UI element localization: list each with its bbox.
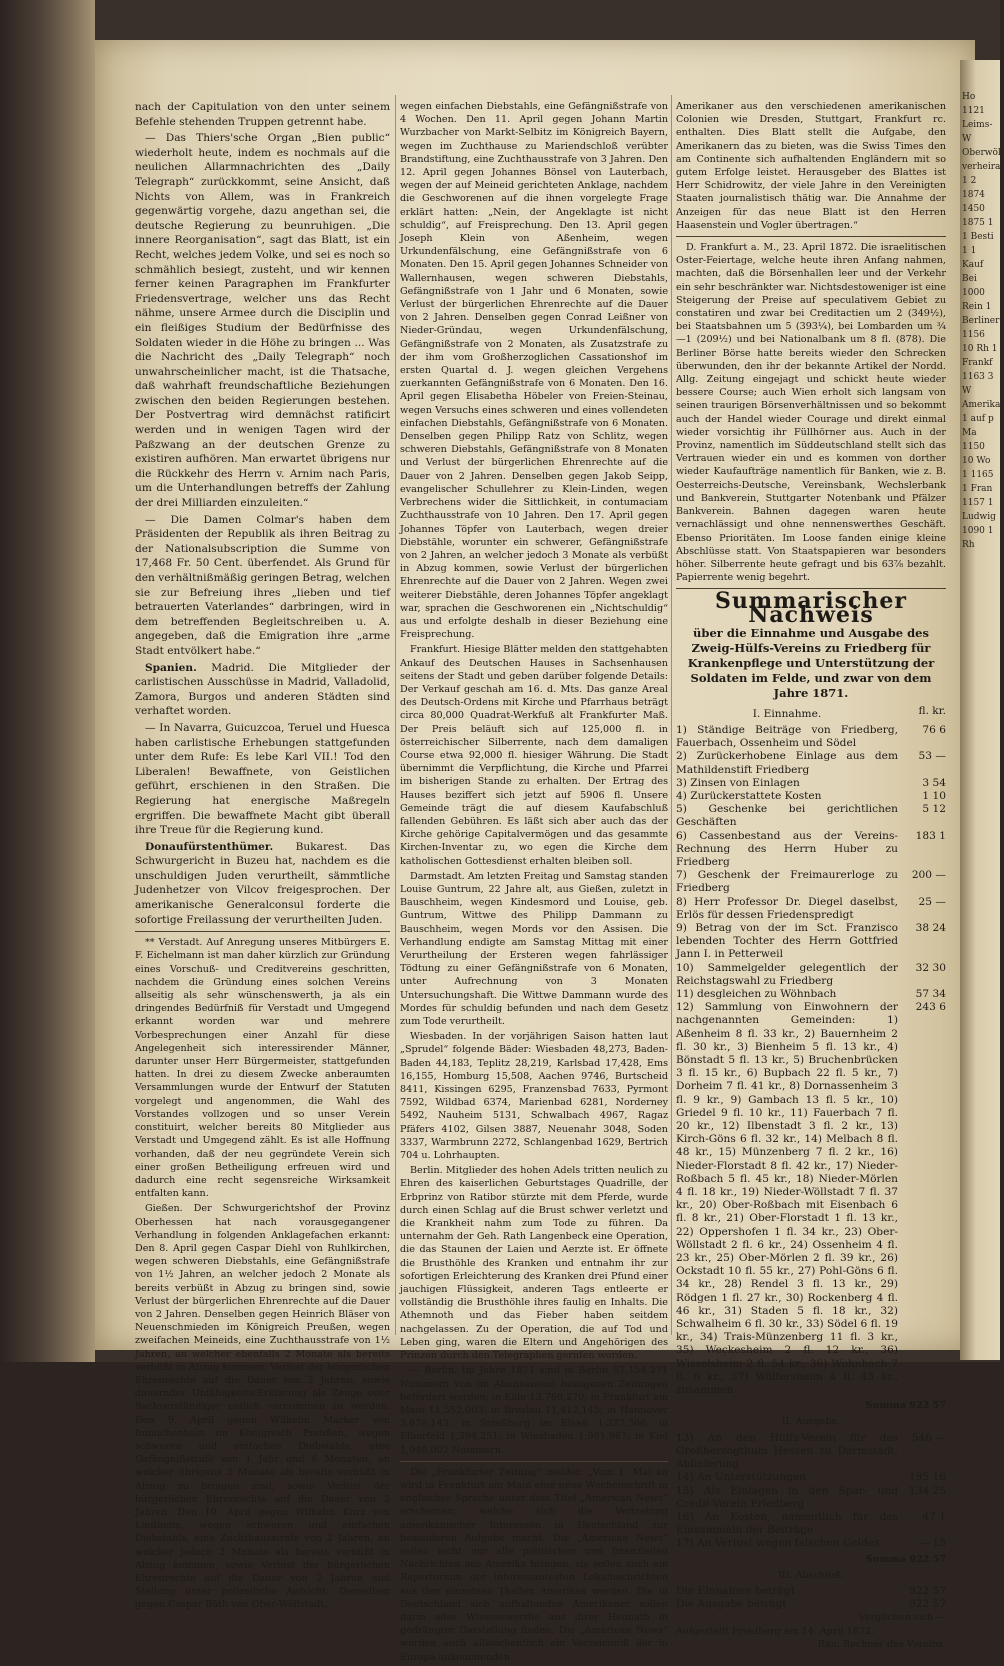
ledger-amount: 922 57	[908, 1584, 946, 1597]
ledger-amount: 53 —	[918, 750, 946, 763]
ledger-amount: 546 —	[911, 1431, 946, 1444]
column-rule-2	[671, 95, 672, 1335]
ledger-row	[676, 922, 946, 962]
paragraph: Gießen. Der Schwurgerichtshof der Provinz Oberhessen hat nach vorausgegangener Verhandlung in folgenden Anklagefachen erkannt: Den 8. April gegen Caspar Diehl von Ruhlkirchen, wegen schweren Diebstahls, eine Gefängnißstrafe von 1½ Jahren, an welcher jedoch 2 Monate als bereits verbüßt in Abzug zu bringen sind, sowie Verlust der bürgerlichen Ehrenrechte auf die Dauer von 2 Jahren. Denselben gegen Heinrich Bläser von Neuenschmieden im Königreich Preußen, wegen zweifachen Meineids, eine Zuchthausstrafe von 1½ Jahren, an welcher ebenfalls 2 Monate als bereits verbüßt in Abzug kommen, Verlust der bürgerlichen Ehrenrechte auf die Dauer von 2 Jahren, sowie dauernder Unfähigkeits-Erklärung als Zeuge oder Sachverständiger eidlich vernommen zu werden. Den 9. April gegen Wilhelm Marker von Immichenhain im Königreich Preußen, wegen schweren und einfachen Diebstahls, eine Gefängnißstrafe von 1 Jahr und 6 Monaten, an welcher übrigens 3 Monate als bereits verbüßt in Abzug zu bringen sind, sowie Verlust der bürgerlichen Ehrenrechte auf die Dauer von 2 Jahren. Den 10. April gegen Wilhelm Kurz von Lindheim, wegen schweren und einfachen Diebstahls, eine Zuchthausstrafe von 2 Jahren, an welcher jedoch 2 Monate als bereits verbüßt in Abzug kommen, sowie Verlust der bürgerlichen Ehrenrechte auf die Dauer von 2 Jahren und Stellung unter polizeiliche Aufsicht. Denselben gegen Caspar Bäth von Ober-Wöllstadt,	[135, 1203, 390, 1611]
ledger-amount: 5 12	[922, 803, 946, 816]
ledger-amount: 76 6	[922, 723, 946, 736]
ledger-label: 9) Betrag von der im Sct. Franzisco lebenden Tochter des Herrn Gottfried Jann I. in Petterweil	[676, 921, 898, 961]
divider	[135, 931, 390, 932]
expense-list	[676, 1432, 946, 1551]
ledger-row	[676, 1537, 946, 1550]
section-header-income	[676, 705, 946, 724]
close-list	[676, 1585, 946, 1611]
ledger-label: 17) An Verlust wegen falschen Geldes	[676, 1537, 880, 1550]
expense-total: Summa 922 57	[865, 1553, 946, 1565]
ledger-amount: 243 6	[915, 1001, 946, 1014]
section-label: I. Einnahme.	[752, 707, 822, 720]
signature: Rau, Rechner des Vereins.	[817, 1638, 946, 1650]
column-rule-1	[395, 95, 396, 1335]
ledger-label: 2) Zurückerhobene Einlage aus dem Mathildenstift Friedberg	[676, 750, 898, 776]
ledger-amount: 183 1	[915, 829, 946, 842]
ledger-label: 14) An Unterstützungen	[676, 1471, 807, 1484]
column-3	[676, 100, 946, 1651]
paragraph: ** Verstadt. Auf Anregung unseres Mitbürgers E. F. Eichelmann ist man daher kürzlich zur Gründung eines Vorschuß- und Creditvereins geschritten, nachdem die Gründung eines solchen Vereins allseitig als sehr wünschenswerth, ja als ein dringendes Bedürfniß für Verstadt und Umgegend erkannt worden war und mehrere Vorbesprechungen einer Anzahl für diese Angelegenheit sich interessirender Männer, darunter unser Herr Bürgermeister, stattgefunden hatten. In drei zu diesem Zwecke anberaumten Versammlungen wurde der Entwurf der Statuten vorgelegt und angenommen, die Wahl des Vorstandes vollzogen und so unser Verein constituirt, welcher bereits 80 Mitglieder aus Verstadt und Umgegend zählt. Es ist alle Hoffnung vorhanden, daß der neu gegründete Verein sich einer großen Betheiligung erfreuen wird und dadurch eine recht segensreiche Wirksamkeit entfalten kann.	[135, 937, 390, 1200]
ledger-amount: 922 57	[908, 1598, 946, 1611]
paragraph: — Die Damen Colmar's haben dem Präsidenten der Republik als ihren Beitrag zu der Nationalsubscription die Summe von 17,468 Fr. 50 Cent. überfendet. Als Grund für den verhältnißmäßig geringen Betrag, welchen sie zur Befreiung ihres „lieben und tief betrauerten Vaterlandes“ darbringen, wird in dem betreffenden Begleitschreiben u. A. angegeben, daß die Emigration ihre „arme Stadt entvölkert habe.“	[135, 513, 390, 657]
ledger-amount: 25 —	[918, 895, 946, 908]
ledger-amount: 3 54	[922, 776, 946, 789]
ledger-label: 6) Cassenbestand aus der Vereins-Rechnung des Herrn Huber zu Friedberg	[676, 829, 898, 868]
paragraph: — In Navarra, Guicuzcoa, Teruel und Huesca haben carlistische Erhebungen stattgefunden unter dem Rufe: Es lebe Karl VII.! Tod den Liberalen! Bewaffnete, von Geistlichen geführt, erschienen in den Straßen. Die Regierung hat energische Maßregeln ergriffen. Die bewaffnete Macht gibt überall ihre Treue für die Regierung kund.	[135, 721, 390, 837]
paragraph: Frankfurt. Hiesige Blätter melden den stattgehabten Ankauf des Deutschen Hauses in Sachsenhausen seitens der Stadt und geben darüber folgende Details: Der Verkauf geschah am 16. d. Mts. Das ganze Areal des Deutsch-Ordens mit Kirche und Pfarrhaus beträgt circa 80,000 Quadrat-Werkfuß alt Frankfurter Maß. Der Preis beläuft sich auf 125,000 fl. in österreichischer Silberrente, nach dem damaligen Course etwa 92,000 fl. hiesiger Währung. Die Stadt übernimmt die Verpflichtung, die Kirche und Pfarrei im bisherigen Stande zu erhalten. Der Ertrag des Hauses beziffert sich jetzt auf 5906 fl. Unsere Gemeinde trägt die auf diesem Kaufabschluß fallenden Gebühren. Es läßt sich aber auch das der Kirche gehörige Capitalvermögen und das gesammte Kirchen-Inventar zu, wo egen die Kirche dem katholischen Gottesdienst erhalten bleiben soll.	[400, 644, 668, 867]
paragraph: Madrid. Die Mitglieder der carlistischen Ausschüsse in Madrid, Valladolid, Zamora, Burgos und anderen Städten sind verhaftet worden.	[135, 661, 390, 718]
ledger-row	[676, 790, 946, 803]
ledger-label: 15) Als Einlagen in den Spar- und Credit-Verein Friedberg	[676, 1484, 898, 1510]
divider	[676, 236, 946, 237]
ledger-row	[676, 1485, 946, 1511]
income-list	[676, 724, 946, 1397]
ledger-row	[676, 896, 946, 922]
section-label: III. Abschluß.	[778, 1569, 844, 1581]
ledger-row	[676, 724, 946, 750]
column-1	[135, 100, 390, 1614]
ledger-row	[676, 1001, 946, 1397]
book-spine	[0, 0, 95, 1362]
paragraph: nach der Capitulation von den unter seinem Befehle stehenden Truppen getrennt habe.	[135, 101, 390, 128]
ledger-amount: 1 10	[922, 789, 946, 802]
column-2	[400, 100, 668, 1666]
income-total: Summa 922 57	[865, 1400, 946, 1412]
paragraph: Bukarest. Das Schwurgericht in Buzeu hat, nachdem es die unschuldigen Juden verurtheilt, sämmtliche Judenhetzer von Vilcov freigesprochen. Der amerikanische Generalconsul forderte die sofortige Freilassung der verurtheilten Juden.	[135, 840, 390, 926]
ledger-row	[676, 1471, 946, 1484]
paragraph: — Das Thiers'sche Organ „Bien public“ wiederholt heute, indem es nochmals auf die neulichen Allarmnachrichten des „Daily Telegraph“ zurückkommt, seine Ansicht, daß Nichts von Allem, was in Frankreich gegenwärtig vorgehe, dazu angethan sei, die deutsche Regierung zu beunruhigen. „Die innere Reorganisation“, sagt das Blatt, ist ein Recht, welches jedem Volke, und sei es noch so schmählich besiegt, zusteht, und wir kennen ferner keinen Paragraphen im Frankfurter Friedensvertrage, welcher uns das Recht nähme, unsere Armee durch die Disciplin und ein fleißiges Studium der Bedürfnisse des Soldaten wieder in die Höhe zu bringen ... Was die Nachricht des „Daily Telegraph“ noch unwahrscheinlicher macht, ist die Thatsache, daß wahrhaft freundschaftliche Beziehungen zwischen den beiden Regierungen bestehen. Der Postvertrag wird demnächst ratificirt werden und in wenigen Tagen wird der Paßzwang an der deutschen Grenze zu existiren aufhören. Man erwartet übrigens nur die Rückkehr des Herrn v. Arnim nach Paris, um die Unterhandlungen betreffs der Zahlung der drei Milliarden einzuleiten.“	[135, 132, 390, 510]
ledger-label: 16) An Kosten, namentlich für das Einsammeln der Beiträge	[676, 1510, 898, 1537]
ledger-label: 7) Geschenk der Freimaurerloge zu Friedberg	[676, 869, 898, 895]
ledger-label: 5) Geschenke bei gerichtlichen Geschäften	[676, 803, 898, 829]
ledger-row	[676, 750, 946, 776]
verglichen-note: Verglichen sich —	[858, 1612, 946, 1624]
ledger-row	[676, 1511, 946, 1537]
paragraph: Darmstadt. Am letzten Freitag und Samstag standen Louise Guntrum, 22 Jahre alt, aus Gießen, zuletzt in Bauschheim, wegen Kindesmord und Louise, geb. Guntrum, Wittwe des Philipp Dammann zu Bauschheim, wegen Mords vor den Assisen. Die Verhandlung endigte am Samstag Mittag mit einer Verurtheilung der Ersteren wegen fahrlässiger Tödtung zu einer Gefängnißstrafe von 6 Monaten, unter Aufrechnung von 3 Monaten Untersuchungshaft. Die Wittwe Dammann wurde des Mordes für schuldig befunden und nach dem Gesetz zum Tode verurtheilt.	[400, 870, 668, 1028]
paragraph: wegen einfachen Diebstahls, eine Gefängnißstrafe von 4 Wochen. Den 11. April gegen Johann Martin Wurzbacher von Markt-Selbitz im Königreich Bayern, wegen im Zuchthause zu Mariendschloß verübter Brandstiftung, eine Zuchthausstrafe von 3 Jahren. Den 12. April gegen Johannes Bönsel von Lauterbach, wegen der auf Meineid gerichteten Anklage, nachdem die Geschworenen auf die ihnen vorgelegte Frage erklärt hatten: „Nein, der Angeklagte ist nicht schuldig“, auf Freisprechung. Den 13. April gegen Joseph Klein von Aßenheim, wegen Urkundenfälschung, eine Gefängnißstrafe von 6 Monaten. Den 15. April gegen Johannes Schneider von Wallernhausen, wegen schweren Diebstahls, Gefängnißstrafe von 1 Jahr und 6 Monaten, sowie Verlust der bürgerlichen Ehrenrechte auf die Dauer von 2 Jahren. Denselben gegen Conrad Leißner von Nieder-Gründau, wegen Urkundenfälschung, Gefängnißstrafe von 2 Monaten, als Zusatzstrafe zu der ihm vom Großherzoglichen Cassationshof im ersten Quartal d. J. wegen gleichen Vergehens zuerkannten Gefängnißstrafe von 6 Monaten. Den 16. April gegen Elisabetha Höbeler von Freien-Steinau, wegen Versuchs eines schweren und eines vollendeten einfachen Diebstahls, Gefängnißstrafe von 6 Monaten. Denselben gegen Philipp Ratz von Schlitz, wegen schweren Diebstahls, Gefängnißstrafe von 8 Monaten und Verlust der bürgerlichen Ehrenrechte auf die Dauer von 2 Jahren. Denselben gegen Jakob Seipp, evangelischer Schullehrer zu Klein-Linden, wegen Verbrechens wider die Sittlichkeit, in contumaciam Zuchthausstrafe von 10 Jahren. Den 17. April gegen Johannes Töpfer von Lauterbach, wegen dreier Diebstähle, worunter ein schwerer, Gefängnißstrafe von 2 Jahren, an welcher jedoch 3 Monate als verbüßt in Abzug kommen, sowie Verlust der bürgerlichen Ehrenrechte auf die Dauer von 2 Jahren. Wegen zwei weiterer Diebstähle, deren Johannes Töpfer angeklagt war, sprachen die Geschworenen ein „Nichtschuldig“ aus und erfolgte deshalb in dieser Beziehung eine Freisprechung.	[400, 101, 668, 641]
ledger-label: 3) Zinsen von Einlagen	[676, 776, 800, 789]
ledger-row	[676, 988, 946, 1001]
paragraph: Wiesbaden. In der vorjährigen Saison hatten laut „Sprudel“ folgende Bäder: Wiesbaden 48,273, Baden-Baden 44,183, Teplitz 28,219, Karlsbad 17,428, Ems 16,155, Homburg 15,508, Aachen 9746, Burtscheid 8411, Kissingen 6295, Franzensbad 7633, Pyrmont 7592, Wildbad 6374, Marienbad 6281, Norderney 5492, Nauheim 5131, Schwalbach 4967, Ragaz Pfäfers 4102, Gilsen 3887, Neuenahr 3048, Soden 3337, Warmbrunn 2272, Schlangenbad 1629, Bertrich 704 u. Lohrhaupten.	[400, 1031, 668, 1162]
ledger-label: 12) Sammlung von Einwohnern der nachgenannten Gemeinden: 1) Aßenheim 8 fl. 33 kr., 2) Bauernheim 2 fl. 30 kr., 3) Bienheim 5 fl. 13 kr., 4) Bönstadt 5 fl. 13 kr., 5) Bruchenbrücken 3 fl. 15 kr., 6) Bupbach 22 fl. 5 kr., 7) Dorheim 7 fl. 41 kr., 8) Dornassenheim 3 fl. 9 kr., 9) Gambach 13 fl. 5 kr., 10) Griedel 9 fl. 10 kr., 11) Fauerbach 7 fl. 20 kr., 12) Ilbenstadt 3 fl. 2 kr., 13) Kirch-Göns 6 fl. 32 kr., 14) Melbach 8 fl. 48 kr., 15) Münzenberg 7 fl. 2 kr., 16) Nieder-Florstadt 8 fl. 42 kr., 17) Nieder-Roßbach 5 fl. 45 kr., 18) Nieder-Mörlen 4 fl. 18 kr., 19) Nieder-Wöllstadt 7 fl. 37 kr., 20) Ober-Roßbach mit Eisenbach 6 fl. 8 kr., 21) Ober-Florstadt 1 fl. 13 kr., 22) Oppershofen 1 fl. 34 kr., 23) Ober-Wöllstadt 2 fl. 6 kr., 24) Ossenheim 4 fl. 23 kr., 25) Ober-Mörlen 2 fl. 39 kr., 26) Ockstadt 10 fl. 55 kr., 27) Pohl-Göns 6 fl. 34 kr., 28) Rendel 3 fl. 13 kr., 29) Rödgen 1 fl. 27 kr., 30) Rockenberg 4 fl. 46 kr., 31) Staden 5 fl. 18 kr., 32) Schwalheim 6 fl. 30 kr., 33) Södel 6 fl. 19 kr., 34) Trais-Münzenberg 11 fl. 3 kr., 35) Weckesheim 2 fl. 12 kr., 36) Wisselsheim 2 fl. 54 kr., 36) Wohnbach 7 fl. 6 kr., 37) Wölfersheim 4 fl. 43 kr., zusammen	[676, 1001, 898, 1397]
ledger-label: Die Ausgabe beträgt	[676, 1598, 787, 1611]
adjacent-page-text: Ho 1121 Leims-W Oberwölf verheira 1 2 1874 1450 1875 1 1 Besti 1 1 Kauf Bei 1000 Rein 1 Berliner 1156 10 Rh 1 Frankf 1163 3 W Amerika 1 auf p Ma 1150 10 Wo 1 1165 1 Fran 1157 1 Ludwig 1090 1 Rh	[962, 92, 1004, 550]
ledger-row	[676, 869, 946, 895]
paragraph: D. Frankfurt a. M., 23. April 1872. Die israelitischen Oster-Feiertage, welche heute ihren Anfang nahmen, machten, daß die Börsenhallen leer und der Verkehr ein sehr beschränkter war. Nichtsdestoweniger ist eine Steigerung der Preise auf speculativem Gebiet zu constatiren und zwar bei Creditactien um 2 (349½), bei Staatsbahnen um 5 (393¼), bei Lombarden um ¾—1 (209½) und bei Nationalbank um 8 fl. (878). Die Berliner Börse hatte bereits wieder den Schrecken überwunden, den ihr der bekannte Artikel der Nordd. Allg. Zeitung eingejagt und schickt heute wieder bessere Course; auch Wien erholt sich langsam von seinen traurigen Börsenverhältnissen und so bekommt auch der Handel wieder Courage und direkt einmal wieder vorsichtig ihr Füllhörner aus. Auch in der Provinz, namentlich im Süddeutschland stellt sich das Vertrauen wieder ein und es kommen von dorther wieder Kaufaufträge namentlich für Banken, wie z. B. Oesterreichs-Deutsche, Vereinsbank, Wechslerbank und Bankverein, Stuttgarter Notenbank und Pfälzer Bankverein. Bahnen dagegen waren heute vernachlässigt und ohne nennenswerthes Geschäft. Ebenso Prioritäten. Im Loose fanden einige kleine Abschlüsse statt. Von Staatspapieren war besonders höher. Silberrente heute gefragt und bis 63⅞ bezahlt. Papierrente wenig begehrt.	[676, 242, 946, 584]
ledger-label: 10) Sammelgelder gelegentlich der Reichstagswahl zu Friedberg	[676, 961, 898, 987]
ledger-amount: 38 24	[915, 921, 946, 934]
ledger-label: Die Einnahme beträgt	[676, 1584, 795, 1597]
paragraph: Berlin. Mitglieder des hohen Adels tritten neulich zu Ehren des kaiserlichen Geburtstages Quadrille, der Erbprinz von Ratibor stürzte mit dem Pferde, wurde durch einen Schlag auf die Brust schwer verletzt und die Krankheit nahm zum Tode zu führen. Da unternahm der Geh. Rath Langenbeck eine Operation, die das Staunen der Laien und Aerzte ist. Er öffnete die Brusthöhle des Kranken und entnahm ihr zur sofortigen Erleichterung des Kranken drei Pfund einer jauchigen Flüssigkeit, anderen Tags entleerte er vollständig die Brusthöhle ihres faulig en Inhalts. Die Athemnoth und das Fieber haben seitdem nachgelassen. Zu der Operation, die auf Tod und Leben ging, waren die Eltern und Angehörigen des Prinzen durch den Telegraphen gerufen worden.	[400, 1165, 668, 1362]
paragraph: Amerikaner aus den verschiedenen amerikanischen Colonien wie Dresden, Stuttgart, Frankfurt rc. enthalten. Dies Blatt stellt die Aufgabe, den Amerikanern das zu bieten, was die Swiss Times den am Continente sich aufhaltenden Engländern mit so gutem Erfolge leistet. Herausgeber des Blattes ist Herr Schidrowitz, der viele Jahre in den Vereinigten Staaten journalistisch thätig war. Die Annahme der Anzeigen für das neue Blatt ist den Herren Haasenstein und Vogler übertragen.“	[676, 101, 946, 231]
donau-section	[135, 840, 390, 928]
ledger-amount: 200 —	[911, 869, 946, 882]
ledger-label: 13) An den Hülfs-Verein für das Großherzogthum Hessen zu Darmstadt, Ablieferung	[676, 1431, 898, 1471]
ledger-row	[676, 1598, 946, 1611]
ledger-amount: 195 16	[908, 1471, 946, 1484]
ledger-row	[676, 830, 946, 870]
report-title: Summarischer Nachweis	[714, 588, 907, 628]
ledger-row	[676, 1585, 946, 1598]
currency-label: fl. kr.	[918, 704, 946, 717]
section-heading: Spanien.	[145, 661, 197, 674]
report-subtitle: über die Einnahme und Ausgabe des Zweig-Hülfs-Vereins zu Friedberg für Krankenpflege und Unterstützung der Soldaten im Felde, und zwar von dem Jahre 1871.	[687, 625, 935, 700]
divider	[400, 1461, 668, 1462]
ledger-row	[676, 962, 946, 988]
ledger-row	[676, 1432, 946, 1472]
section-label: II. Ausgabe.	[781, 1416, 841, 1428]
ledger-amount: 57 34	[915, 987, 946, 1000]
ledger-label: 4) Zurückerstattete Kosten	[676, 789, 822, 802]
section-heading: Donaufürstenthümer.	[145, 840, 274, 853]
date-line: Aufgestellt Friedberg am 14. April 1872.	[676, 1625, 875, 1637]
spanien-section	[135, 661, 390, 719]
ledger-amount: 47 1	[922, 1510, 946, 1523]
ledger-label: 11) desgleichen zu Wöhnbach	[676, 987, 837, 1000]
ledger-amount: 134 25	[908, 1484, 946, 1497]
paragraph: — Berlin. Im Jahre 1871 sind in Berlin 57,154,271 Nummern von im Abonnement bezogenen Zeitungen befördert worden; in Köln 13,760,270; in Frankfurt am Main 11,552,003; in Breslau 11,412,145; in Hannover 3,676,143; in Straßburg im Elsaß 1,327,366; in Elberfeld 1,394,251; in Wiesbaden 1,981,987; in Kiel 1,940,002 Nummern.	[400, 1365, 668, 1456]
ledger-amount: — 15	[918, 1537, 946, 1550]
ledger-row	[676, 803, 946, 829]
ledger-label: 1) Ständige Beiträge von Friedberg, Fauerbach, Ossenheim und Södel	[676, 723, 898, 750]
ledger-row	[676, 777, 946, 790]
ledger-amount: 32 30	[915, 961, 946, 974]
ledger-label: 8) Herr Professor Dr. Diegel daselbst, Erlös für dessen Friedenspredigt	[676, 895, 898, 921]
paragraph: Die „Frankfurter Zeitung“ meldet: „Vom 1. Mai an wird in Frankfurt am Main eine neue Wochenschrift in englischer Sprache unter dem Titel „American News“ erscheinen, welche sich die Vertretung amerikanischer Interessen in Deutschland zur besonderen Aufgabe macht. Die „American News“ sollen nicht nur alle politischen und finanziellen Nachrichten aus Amerika bringen, sie sollen auch ein Repertorium der interessantesten Lokalnachrichten aus den einzelnen Theilen Amerikas werden. Die in Deutschland sich aufhaltenden Amerikaner sollen darin alles Wissenswerthe aus ihrer Heimath in gedrängter Darstellung finden. Die „American News“ werden auch allwöchentlich ein Verzeichniß der in Europa ankommenden	[400, 1466, 668, 1663]
